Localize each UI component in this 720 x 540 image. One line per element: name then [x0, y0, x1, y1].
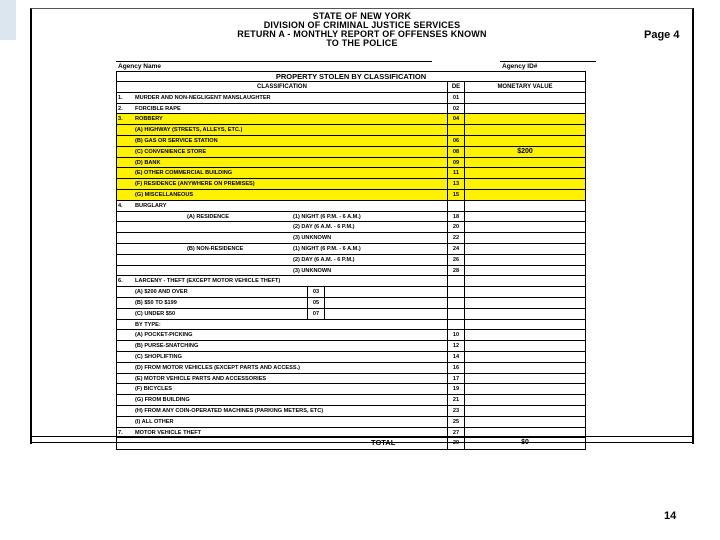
row-label: (C) CONVENIENCE STORE [135, 148, 207, 155]
row-label: (A) HIGHWAY (STREETS, ALLEYS, ETC.) [135, 127, 243, 134]
row-de: 17 [447, 374, 464, 384]
row-number [117, 395, 125, 405]
row-de [447, 320, 464, 330]
table-row [117, 147, 585, 158]
table-row [117, 341, 585, 352]
row-number [117, 190, 125, 200]
page-bottom-border [30, 436, 692, 443]
row-monetary-value [464, 384, 585, 394]
row-de: 15 [447, 190, 464, 200]
row-number: 3. [118, 116, 123, 123]
row-de: 25 [447, 417, 464, 427]
row-inner-de: 03 [307, 287, 325, 297]
row-time-period: (2) DAY (6 A.M. - 6 P.M.) [293, 256, 355, 263]
table-row [117, 190, 585, 201]
table-row [117, 287, 585, 298]
row-monetary-value [464, 244, 585, 254]
row-number [117, 168, 125, 178]
row-number: 6. [118, 278, 123, 285]
row-monetary-value [464, 233, 585, 243]
row-label: BURGLARY [135, 202, 167, 209]
row-number [117, 266, 125, 276]
row-number: 2. [118, 105, 123, 112]
row-monetary-value [464, 320, 585, 330]
col-de: DE [447, 82, 464, 92]
row-time-period: (1) NIGHT (6 P.M. - 6 A.M.) [293, 245, 361, 252]
row-de: 18 [447, 212, 464, 222]
row-de: 08 [447, 147, 464, 157]
row-label: (A) $200 AND OVER [135, 289, 188, 296]
row-de: 02 [447, 104, 464, 114]
agency-name-label: Agency Name [118, 63, 161, 70]
row-de: 12 [447, 341, 464, 351]
corner-decoration [0, 0, 16, 40]
row-de: 20 [447, 222, 464, 232]
row-label: (H) FROM ANY COIN-OPERATED MACHINES (PARKING METERS, ETC) [135, 407, 324, 414]
row-de: 28 [447, 266, 464, 276]
row-number [117, 125, 125, 135]
header-line-1: STATE OF NEW YORK [312, 11, 412, 21]
table-row [117, 125, 585, 136]
row-de: 19 [447, 384, 464, 394]
table-row [117, 374, 585, 385]
header-line-2: DIVISION OF CRIMINAL JUSTICE SERVICES [263, 20, 461, 30]
col-classification: CLASSIFICATION [257, 84, 307, 90]
row-monetary-value [464, 363, 585, 373]
agency-id-label: Agency ID# [502, 63, 538, 70]
row-number [117, 212, 125, 222]
row-de [447, 276, 464, 286]
row-monetary-value [464, 276, 585, 286]
row-number: 1. [118, 94, 123, 101]
row-de [447, 201, 464, 211]
table-row [117, 330, 585, 341]
slide-number: 14 [664, 510, 677, 522]
table-row [117, 201, 585, 212]
row-de: 09 [447, 158, 464, 168]
row-monetary-value [464, 330, 585, 340]
row-monetary-value [464, 168, 585, 178]
row-monetary-value [464, 374, 585, 384]
row-de: 04 [447, 114, 464, 124]
total-de: 29 [447, 438, 464, 449]
row-number [117, 158, 125, 168]
row-monetary-value [464, 104, 585, 114]
row-label: (G) MISCELLANEOUS [135, 191, 194, 198]
row-monetary-value [464, 93, 585, 103]
row-de: 26 [447, 255, 464, 265]
table-row [117, 352, 585, 363]
table-row [117, 395, 585, 406]
table-row [117, 320, 585, 331]
row-number [117, 417, 125, 427]
row-label: (B) $50 TO $199 [135, 299, 177, 306]
table-row [117, 136, 585, 147]
table-row [117, 266, 585, 277]
row-subcategory: (B) NON-RESIDENCE [187, 245, 244, 252]
row-time-period: (2) DAY (6 A.M. - 6 P.M.) [293, 224, 355, 231]
row-inner-de: 05 [307, 298, 325, 308]
row-number [117, 363, 125, 373]
row-de: 01 [447, 93, 464, 103]
table-row [117, 363, 585, 374]
table-row [117, 406, 585, 417]
row-de: 24 [447, 244, 464, 254]
row-monetary-value [464, 125, 585, 135]
column-header-row [117, 82, 585, 93]
row-number: 4. [118, 202, 123, 209]
row-monetary-value [464, 222, 585, 232]
row-number [117, 298, 125, 308]
row-monetary-value [464, 190, 585, 200]
row-time-period: (1) NIGHT (6 P.M. - 6 A.M.) [293, 213, 361, 220]
table-row [117, 233, 585, 244]
row-label: MOTOR VEHICLE THEFT [135, 429, 202, 436]
row-number [117, 406, 125, 416]
row-label: (D) FROM MOTOR VEHICLES (EXCEPT PARTS AND ACCESS.) [135, 364, 301, 371]
row-monetary-value [464, 406, 585, 416]
row-number [117, 374, 125, 384]
row-number [117, 179, 125, 189]
row-de: 16 [447, 363, 464, 373]
row-monetary-value [464, 212, 585, 222]
agency-id-line [500, 61, 596, 62]
row-monetary-value [464, 341, 585, 351]
header-line-3: RETURN A - MONTHLY REPORT OF OFFENSES KNOWN [237, 29, 487, 39]
row-time-period: (3) UNKNOWN [293, 235, 332, 242]
table-row [117, 222, 585, 233]
row-label: LARCENY - THEFT (EXCEPT MOTOR VEHICLE THEFT) [135, 278, 281, 285]
table-row [117, 309, 585, 320]
row-de: 23 [447, 406, 464, 416]
row-monetary-value [464, 352, 585, 362]
row-number [117, 320, 125, 330]
row-de [447, 287, 464, 297]
table-row [117, 276, 585, 287]
row-label: BY TYPE: [135, 321, 161, 328]
row-number [117, 330, 125, 340]
agency-name-line [116, 61, 432, 62]
row-monetary-value [464, 287, 585, 297]
row-label: (B) GAS OR SERVICE STATION [135, 137, 218, 144]
row-monetary-value [464, 309, 585, 319]
total-label: TOTAL [371, 438, 396, 448]
row-label: (B) PURSE-SNATCHING [135, 343, 199, 350]
row-monetary-value [464, 158, 585, 168]
row-monetary-value: $200 [464, 147, 585, 157]
row-number [117, 255, 125, 265]
table-row [117, 179, 585, 190]
row-number [117, 136, 125, 146]
row-inner-de: 07 [307, 309, 325, 319]
col-monetary-value: MONETARY VALUE [464, 82, 585, 92]
table-row [117, 417, 585, 428]
row-number [117, 287, 125, 297]
row-monetary-value [464, 136, 585, 146]
row-number [117, 309, 125, 319]
row-number [117, 244, 125, 254]
row-number [117, 147, 125, 157]
row-monetary-value [464, 201, 585, 211]
row-time-period: (3) UNKNOWN [293, 267, 332, 274]
row-number [117, 384, 125, 394]
total-value: $0 [464, 438, 585, 449]
table-row [117, 93, 585, 104]
row-label: MURDER AND NON-NEGLIGENT MANSLAUGHTER [135, 94, 271, 101]
row-label: (G) FROM BUILDING [135, 397, 190, 404]
row-de: 13 [447, 179, 464, 189]
row-monetary-value [464, 255, 585, 265]
row-de: 21 [447, 395, 464, 405]
table-row [117, 298, 585, 309]
table-row [117, 255, 585, 266]
row-monetary-value [464, 266, 585, 276]
row-label: ROBBERY [135, 116, 163, 123]
row-label: (F) RESIDENCE (ANYWHERE ON PREMISES) [135, 181, 255, 188]
row-de: 10 [447, 330, 464, 340]
property-stolen-table [116, 71, 586, 450]
row-de [447, 125, 464, 135]
row-label: (E) OTHER COMMERCIAL BUILDING [135, 170, 233, 177]
table-row [117, 104, 585, 115]
table-row [117, 244, 585, 255]
row-monetary-value [464, 417, 585, 427]
table-row [117, 168, 585, 179]
row-label: (C) SHOPLIFTING [135, 353, 182, 360]
row-de: 14 [447, 352, 464, 362]
row-de [447, 298, 464, 308]
table-title: PROPERTY STOLEN BY CLASSIFICATION [117, 72, 585, 82]
row-monetary-value [464, 395, 585, 405]
row-de: 06 [447, 136, 464, 146]
row-de: 22 [447, 233, 464, 243]
row-label: (E) MOTOR VEHICLE PARTS AND ACCESSORIES [135, 375, 267, 382]
row-de: 27 [447, 428, 464, 438]
row-number: 7. [118, 429, 123, 436]
table-row [117, 158, 585, 169]
row-monetary-value [464, 114, 585, 124]
row-de [447, 309, 464, 319]
row-monetary-value [464, 179, 585, 189]
row-number [117, 222, 125, 232]
row-label: (D) BANK [135, 159, 161, 166]
row-label: (I) ALL OTHER [135, 418, 174, 425]
row-subcategory: (A) RESIDENCE [187, 213, 229, 220]
row-label: (F) BICYCLES [135, 386, 172, 393]
row-label: (C) UNDER $50 [135, 310, 176, 317]
table-row [117, 114, 585, 125]
row-monetary-value [464, 298, 585, 308]
row-label: FORCIBLE RAPE [135, 105, 181, 112]
row-number [117, 341, 125, 351]
row-number [117, 233, 125, 243]
row-label: (A) POCKET-PICKING [135, 332, 193, 339]
row-number [117, 352, 125, 362]
table-row [117, 212, 585, 223]
header-line-4: TO THE POLICE [326, 38, 398, 48]
page-number: Page 4 [644, 29, 680, 41]
row-de: 11 [447, 168, 464, 178]
table-row [117, 384, 585, 395]
